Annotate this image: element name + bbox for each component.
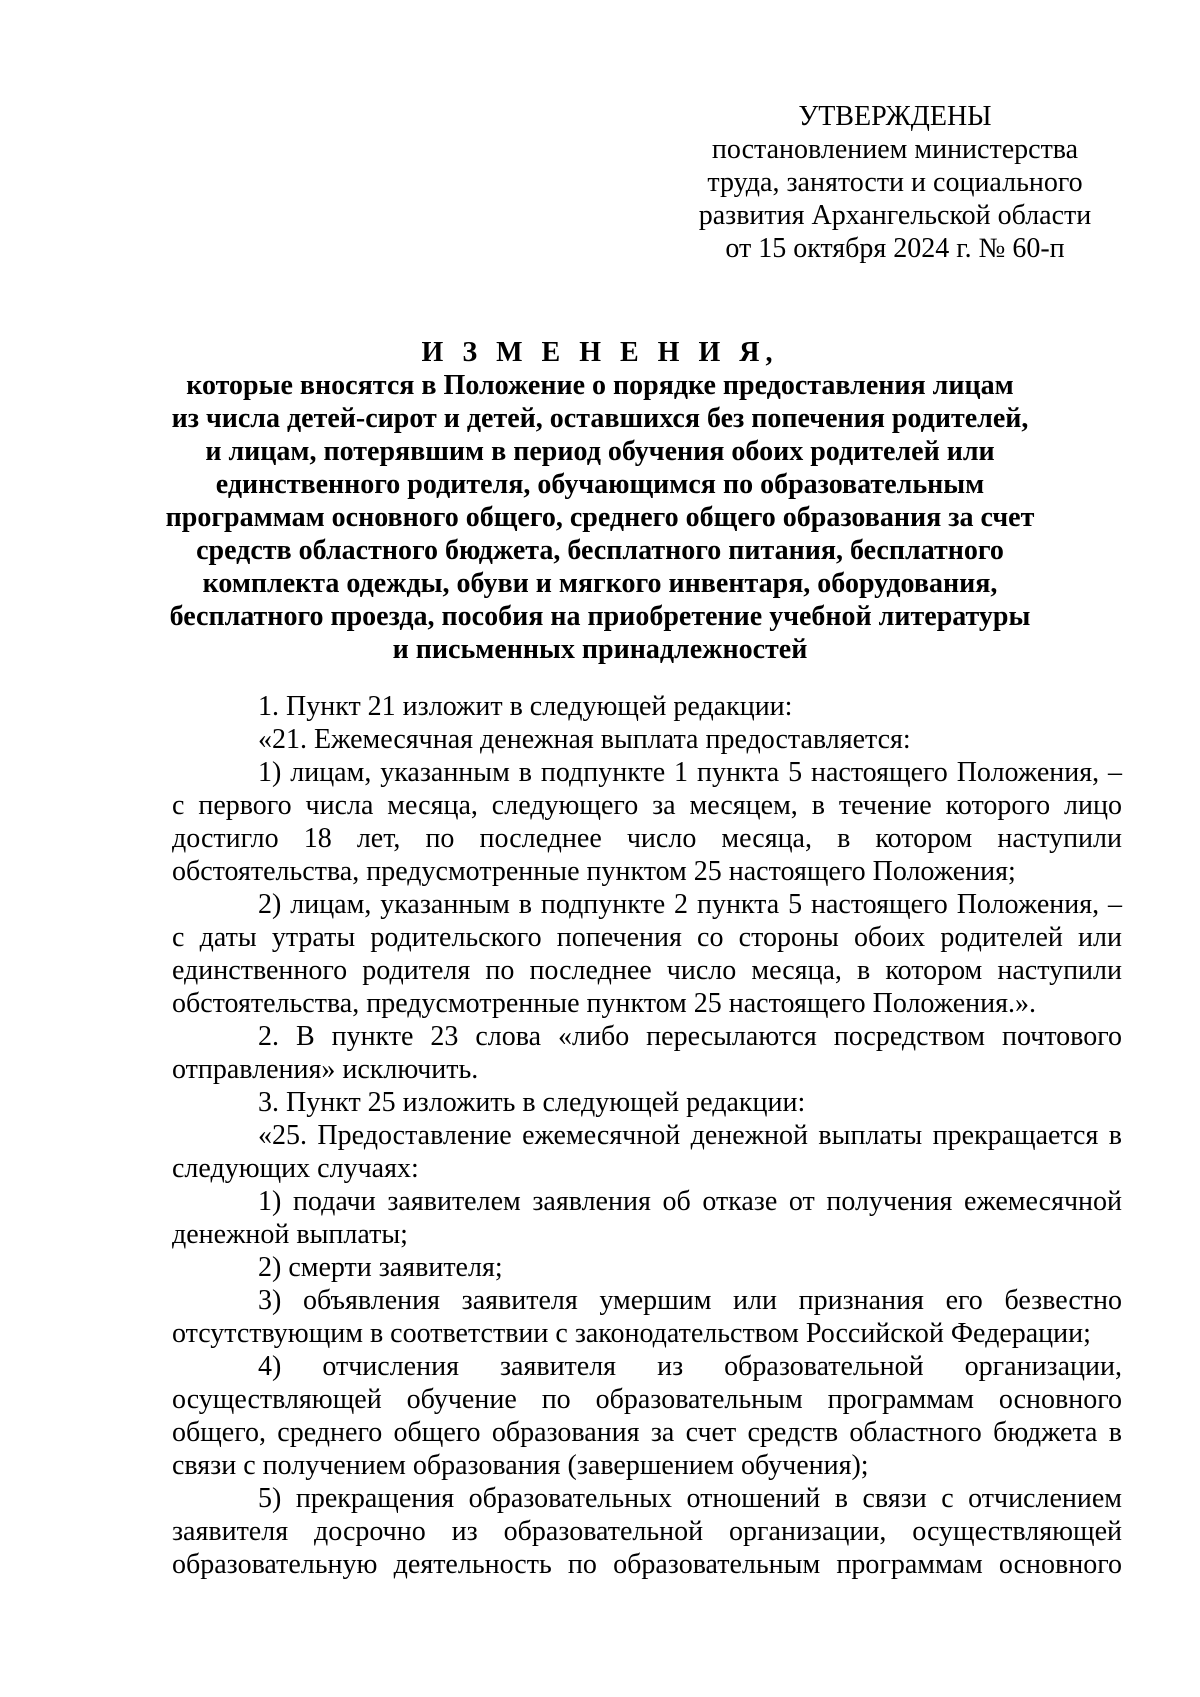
document-title: И З М Е Н Е Н И Я, xyxy=(421,337,779,368)
subtitle-line: бесплатного проезда, пособия на приобретение учебной литературы xyxy=(169,601,1031,632)
paragraph: 2. В пункте 23 слова «либо пересылаются посредством почтового отправления» исключить. xyxy=(172,1021,1122,1085)
paragraph: 2) лицам, указанным в подпункте 2 пункта 5 настоящего Положения, – с даты утраты родительского попечения со стороны обоих родителей или единственного родителя по последнее число месяца, в котором наступили обстоятельства, предусмотренные пунктом 25 настоящего Положения.». xyxy=(172,889,1122,1019)
subtitle-line: из числа детей-сирот и детей, оставшихся без попечения родителей, xyxy=(171,403,1029,434)
subtitle-line: и лицам, потерявшим в период обучения обоих родителей или xyxy=(205,436,995,467)
paragraph: «25. Предоставление ежемесячной денежной выплаты прекращается в следующих случаях: xyxy=(172,1120,1122,1184)
subtitle-line: единственного родителя, обучающимся по образовательным xyxy=(215,469,985,500)
approval-line: развития Архангельской области xyxy=(698,200,1092,231)
paragraph: 4) отчисления заявителя из образовательной организации, осуществляющей обучение по образовательным программам основного общего, среднего общего образования за счет средств областного бюджета в связи с получением образования (завершением обучения); xyxy=(172,1351,1122,1481)
subtitle-line: которые вносятся в Положение о порядке предоставления лицам xyxy=(186,370,1014,401)
subtitle-line: средств областного бюджета, бесплатного питания, бесплатного xyxy=(196,535,1004,566)
document-body xyxy=(172,690,1122,1581)
paragraph: 3. Пункт 25 изложить в следующей редакции: xyxy=(258,1087,806,1118)
approval-title: УТВЕРЖДЕНЫ xyxy=(798,101,992,132)
subtitle-line: комплекта одежды, обуви и мягкого инвентаря, оборудования, xyxy=(202,568,998,599)
paragraph: 1. Пункт 21 изложит в следующей редакции: xyxy=(258,691,793,722)
subtitle-line: программам основного общего, среднего общего образования за счет xyxy=(165,502,1035,533)
subtitle-line: и письменных принадлежностей xyxy=(392,634,808,665)
paragraph: 3) объявления заявителя умершим или признания его безвестно отсутствующим в соответствии с законодательством Российской Федерации; xyxy=(172,1285,1122,1349)
approval-line: труда, занятости и социального xyxy=(707,167,1083,198)
paragraph: 1) подачи заявителем заявления об отказе от получения ежемесячной денежной выплаты; xyxy=(172,1186,1122,1250)
approval-line: от 15 октября 2024 г. № 60-п xyxy=(725,233,1065,264)
paragraph: «21. Ежемесячная денежная выплата предоставляется: xyxy=(258,724,911,755)
paragraph: 1) лицам, указанным в подпункте 1 пункта 5 настоящего Положения, – с первого числа месяца, следующего за месяцем, в течение которого лицо достигло 18 лет, по последнее число месяца, в котором наступили обстоятельства, предусмотренные пунктом 25 настоящего Положения; xyxy=(172,757,1122,887)
paragraph: 2) смерти заявителя; xyxy=(258,1252,503,1283)
document-heading xyxy=(150,336,1050,666)
approval-stamp xyxy=(690,100,1100,265)
paragraph: 5) прекращения образовательных отношений в связи с отчислением заявителя досрочно из образовательной организации, осуществляющей образовательную деятельность по образовательным программам основного xyxy=(172,1483,1122,1580)
approval-line: постановлением министерства xyxy=(711,134,1079,165)
